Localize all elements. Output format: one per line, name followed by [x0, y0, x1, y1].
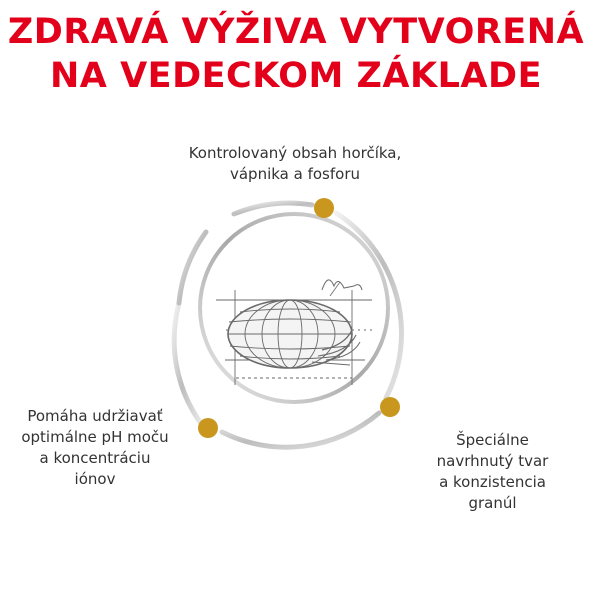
- feature-left-line-2: optimálne pH moču: [21, 428, 169, 446]
- gold-dot-icon-right: [380, 397, 400, 417]
- gold-dot-icon-left: [198, 418, 218, 438]
- feature-left-line-4: iónov: [74, 470, 116, 488]
- feature-left-line-1: Pomáha udržiavať: [27, 407, 163, 425]
- feature-top-line-1: Kontrolovaný obsah horčíka,: [188, 144, 402, 162]
- kibble-sketch-icon: [216, 280, 372, 385]
- feature-urine-ph: [10, 406, 180, 490]
- feature-right-line-1: Špeciálne: [456, 431, 529, 449]
- feature-top-line-2: vápnika a fosforu: [229, 165, 360, 183]
- headline-line-1: ZDRAVÁ VÝŽIVA VYTVORENÁ: [7, 12, 585, 52]
- feature-kibble-shape: [400, 430, 585, 514]
- feature-mineral-content: [150, 143, 440, 185]
- feature-right-line-3: a konzistencia: [439, 473, 546, 491]
- feature-right-line-2: navrhnutý tvar: [436, 452, 549, 470]
- headline-line-2: NA VEDECKOM ZÁKLADE: [50, 56, 542, 96]
- feature-right-line-4: granúl: [468, 494, 517, 512]
- gold-dot-icon-top: [314, 198, 334, 218]
- feature-left-line-3: a koncentráciu: [39, 449, 151, 467]
